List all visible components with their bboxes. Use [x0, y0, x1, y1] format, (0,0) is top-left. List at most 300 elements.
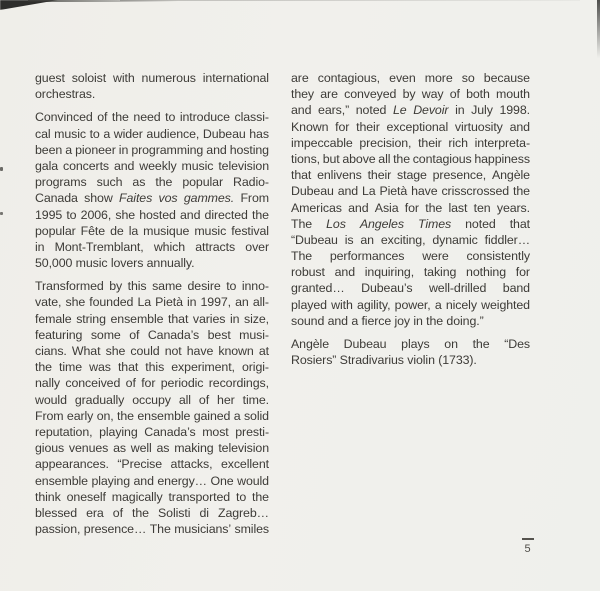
word: the — [425, 200, 443, 215]
word: could — [130, 344, 160, 358]
word: contagious — [412, 151, 472, 166]
word: crisscrossed — [441, 184, 510, 199]
word: female — [35, 311, 72, 326]
word: Canada’s — [147, 327, 200, 342]
word: plays — [401, 337, 430, 351]
word: “Precise — [117, 457, 163, 472]
word: size, — [243, 311, 269, 326]
word: the — [132, 505, 149, 520]
word: noted — [355, 103, 387, 118]
word: to — [66, 207, 77, 222]
word: in — [118, 142, 129, 157]
word: music — [54, 126, 86, 141]
word: exceptional — [386, 119, 449, 134]
paragraph — [35, 109, 269, 271]
text-line — [35, 190, 269, 206]
scan-shadow-wedge — [0, 0, 58, 10]
text-line — [291, 119, 530, 135]
word: Radio- — [233, 175, 269, 190]
word: as — [156, 441, 170, 456]
text-line — [35, 456, 269, 472]
word: musicians’ — [174, 522, 232, 537]
text-line — [35, 473, 269, 489]
word: Solisti — [158, 505, 191, 520]
word: interpreta- — [474, 135, 530, 150]
word: de — [110, 223, 124, 238]
text-line — [35, 505, 269, 521]
word: most — [202, 424, 229, 439]
word: best — [207, 327, 231, 342]
word: an — [235, 295, 249, 310]
word: programs — [35, 175, 87, 190]
word: presence, — [432, 168, 487, 183]
text-line — [291, 297, 530, 313]
word: time. — [242, 392, 269, 407]
word: with — [331, 297, 353, 312]
word: and — [509, 119, 530, 134]
word: that — [291, 168, 312, 183]
text-run: 50,000 music lovers annually. — [35, 256, 195, 271]
word: Canada’s — [144, 424, 196, 439]
word: power, — [394, 297, 431, 312]
word: occupy — [132, 392, 171, 407]
word: cians. — [35, 344, 67, 358]
word: founded — [89, 295, 134, 310]
text-line — [291, 151, 530, 167]
text-line — [35, 223, 269, 239]
word: a — [434, 297, 442, 312]
word: a — [103, 126, 111, 141]
word: popular — [182, 175, 223, 190]
word: over — [245, 239, 269, 254]
word: popular — [35, 223, 76, 238]
word: to — [89, 126, 100, 141]
word: Times — [417, 216, 452, 231]
word: all — [378, 151, 391, 166]
word: programming — [131, 142, 204, 157]
word: a — [233, 408, 241, 423]
word: and — [334, 265, 355, 280]
word: last — [448, 200, 468, 215]
word: 1995 — [35, 207, 63, 222]
word: attracts — [195, 239, 236, 254]
word: have — [411, 184, 438, 199]
word: show — [84, 191, 113, 206]
word: band — [502, 281, 530, 296]
word: and — [348, 200, 369, 215]
word: the — [35, 360, 52, 375]
word: by — [402, 87, 416, 102]
page-number: 5 — [524, 543, 531, 556]
text-line — [35, 239, 269, 255]
word: tions, — [291, 151, 321, 166]
word: she — [65, 295, 86, 310]
word: energy… — [157, 473, 207, 488]
text-line — [291, 280, 530, 296]
word: has — [249, 126, 269, 141]
word: the — [252, 489, 269, 504]
word: the — [155, 175, 173, 190]
word: directed — [204, 207, 248, 222]
left-text-column — [35, 70, 269, 544]
word: way — [421, 87, 444, 102]
word: One — [210, 473, 234, 488]
word: of — [97, 110, 108, 125]
word: such — [96, 175, 123, 190]
text-line — [35, 70, 269, 86]
word: robust — [291, 265, 325, 280]
word: both — [466, 87, 490, 102]
word: weekly — [139, 158, 177, 173]
word: in — [229, 311, 240, 326]
word: that — [168, 311, 189, 326]
word: not — [164, 344, 182, 358]
word: in — [35, 239, 45, 254]
word: gammes. — [183, 191, 235, 206]
scan-top-edge-faint-line — [120, 0, 580, 1]
word: above — [342, 151, 376, 166]
word: granted… — [291, 281, 345, 296]
word: classi- — [234, 110, 269, 125]
word: hosted — [139, 207, 176, 222]
word: is — [344, 232, 354, 247]
word: more — [424, 71, 453, 85]
text-run: orchestras. — [35, 87, 96, 102]
word: early — [66, 408, 94, 423]
word: agility, — [357, 297, 391, 312]
word: to — [235, 489, 247, 504]
word: concerts — [62, 158, 110, 173]
word: their — [418, 135, 442, 150]
text-run: sound and a fierce joy in the doing.” — [291, 313, 484, 328]
text-line — [291, 264, 530, 280]
text-line — [291, 183, 530, 199]
text-line — [291, 232, 530, 248]
word: because — [483, 71, 530, 85]
text-line — [35, 278, 269, 294]
word: Faites — [119, 191, 153, 206]
word: passion, — [35, 522, 81, 537]
text-line — [291, 135, 530, 151]
text-line — [35, 142, 269, 158]
word: same — [152, 279, 182, 294]
word: and — [206, 142, 227, 157]
text-line — [291, 352, 530, 368]
word: the — [251, 207, 269, 222]
text-line — [35, 343, 269, 359]
word: taking — [423, 265, 457, 280]
word: performances — [329, 249, 405, 264]
word: ensemble — [35, 473, 88, 488]
word: she — [115, 207, 136, 222]
word: soloist — [71, 71, 107, 85]
word: festival — [231, 223, 269, 238]
text-line — [35, 359, 269, 375]
word: desire — [187, 279, 221, 294]
word: her — [217, 392, 235, 407]
word: for — [515, 265, 530, 280]
word: was — [89, 360, 111, 375]
word: attacks, — [170, 457, 213, 472]
word: “Des — [504, 337, 530, 351]
word: hosting — [229, 142, 269, 157]
word: exciting, — [380, 232, 426, 247]
text-line — [291, 200, 530, 216]
paragraph — [291, 70, 530, 329]
text-line — [35, 440, 269, 456]
word: on, — [96, 408, 114, 423]
word: television — [218, 441, 269, 456]
word: some — [90, 327, 121, 342]
word: she — [105, 344, 126, 358]
word: musique — [143, 223, 190, 238]
word: musi- — [239, 327, 269, 342]
word: blessed — [35, 505, 78, 520]
word: at — [258, 344, 269, 358]
word: Asia — [374, 200, 399, 215]
text-line — [35, 489, 269, 505]
word: impeccable — [291, 135, 353, 150]
text-line — [35, 521, 269, 537]
word: as — [132, 175, 146, 190]
word: “Dubeau — [291, 232, 338, 247]
word: Angeles — [359, 216, 404, 231]
word: Angèle — [491, 168, 530, 183]
text-line — [35, 294, 269, 310]
word: gious — [35, 441, 65, 456]
word: pioneer — [75, 142, 116, 157]
word: July — [471, 103, 493, 118]
word: precision, — [359, 135, 412, 150]
word: venues — [68, 441, 109, 456]
text-line — [35, 174, 269, 190]
word: ears,” — [318, 103, 350, 118]
paragraph — [35, 70, 269, 102]
word: for — [141, 376, 156, 391]
word: The — [291, 216, 313, 231]
word: audience, — [146, 126, 200, 141]
word: Devoir — [413, 103, 449, 118]
word: music — [194, 223, 227, 238]
text-line — [291, 167, 530, 183]
word: ten — [473, 200, 491, 215]
word: are — [320, 87, 338, 102]
word: wider — [113, 126, 143, 141]
text-line — [291, 313, 530, 329]
word: origi- — [241, 360, 269, 375]
word: played — [291, 297, 327, 312]
word: the — [117, 408, 134, 423]
word: and — [337, 184, 359, 199]
word: rich — [448, 135, 468, 150]
word: numerous — [141, 71, 196, 85]
word: all — [178, 392, 191, 407]
word: of — [198, 392, 210, 407]
word: this — [127, 279, 147, 294]
scan-speck — [0, 212, 3, 215]
word: 1997, — [200, 295, 232, 310]
word: were — [422, 249, 449, 264]
word: Americas — [291, 200, 342, 215]
word: even — [389, 71, 416, 85]
text-line — [35, 408, 269, 424]
word: 1998. — [499, 103, 530, 118]
word: a — [65, 142, 73, 157]
word: in — [186, 295, 197, 310]
word: need — [133, 110, 161, 125]
word: string — [76, 311, 106, 326]
word: the — [393, 151, 411, 166]
word: experiment, — [171, 360, 235, 375]
word: smiles — [234, 522, 269, 537]
word: would — [237, 473, 269, 488]
scan-top-edge-line — [28, 0, 178, 2]
word: music — [181, 158, 214, 173]
word: enlivens — [317, 168, 362, 183]
word: and — [291, 103, 312, 118]
word: recordings, — [208, 376, 269, 391]
text-line — [35, 158, 269, 174]
word: time — [59, 360, 83, 375]
word: nothing — [466, 265, 506, 280]
word: Dubeau — [202, 126, 246, 141]
word: that — [117, 360, 139, 375]
word: transported — [168, 489, 231, 504]
word: happiness — [474, 151, 530, 166]
word: for — [335, 119, 350, 134]
page-number-block — [512, 538, 543, 555]
word: Zagreb… — [217, 505, 269, 520]
word: magically — [111, 489, 163, 504]
text-line — [291, 248, 530, 264]
word: vate, — [35, 295, 62, 310]
paragraph — [35, 278, 269, 537]
word: think — [35, 489, 61, 504]
word: Fête — [80, 223, 106, 238]
word: presti- — [235, 424, 269, 439]
text-line — [35, 424, 269, 440]
text-line — [35, 375, 269, 391]
word: which — [153, 239, 186, 254]
word: vos — [158, 191, 178, 206]
word: the — [472, 337, 490, 351]
word: ensemble — [137, 408, 191, 423]
word: playing — [99, 424, 138, 439]
word: by — [109, 279, 123, 294]
word: Dubeau — [291, 184, 334, 199]
word: well — [130, 441, 152, 456]
text-line — [291, 216, 530, 232]
word: di — [199, 505, 209, 520]
word: fiddler… — [484, 232, 530, 247]
text-line — [35, 86, 269, 102]
word: this — [145, 360, 165, 375]
word: Le — [392, 103, 407, 118]
word: oneself — [66, 489, 106, 504]
word: and — [113, 158, 135, 173]
scan-speck — [0, 167, 3, 171]
word: The — [149, 522, 171, 537]
right-text-column — [291, 70, 530, 375]
word: virtuosity — [454, 119, 503, 134]
word: era — [86, 505, 104, 520]
word: Convinced — [35, 110, 93, 125]
word: television — [218, 158, 269, 173]
word: guest — [35, 71, 65, 85]
text-line — [291, 86, 530, 102]
word: gradually — [74, 392, 125, 407]
text-line — [35, 392, 269, 408]
word: as — [113, 441, 126, 456]
word: playing — [91, 473, 131, 488]
word: with — [113, 71, 135, 85]
word: stage — [397, 168, 427, 183]
word: Transformed — [35, 279, 104, 294]
word: noted — [465, 216, 496, 231]
word: cal — [35, 126, 51, 141]
word: From — [35, 408, 64, 423]
word: periodic — [160, 376, 204, 391]
word: appearances. — [35, 457, 109, 472]
text-line — [35, 311, 269, 327]
word: for — [404, 200, 419, 215]
word: ensemble — [110, 311, 164, 326]
word: consistently — [466, 249, 530, 264]
text-line — [35, 207, 269, 223]
paragraph — [291, 336, 530, 368]
word: weighted — [481, 297, 530, 312]
word: varies — [192, 311, 226, 326]
text-line — [291, 336, 530, 352]
word: of — [129, 327, 140, 342]
page-number-rule — [522, 538, 534, 540]
word: Dubeau — [343, 337, 387, 351]
word: to — [165, 110, 176, 125]
word: mouth — [496, 87, 530, 102]
word: featuring — [35, 327, 83, 342]
word: La — [361, 184, 376, 199]
word: From — [240, 191, 269, 206]
word: excellent — [220, 457, 269, 472]
word: of — [125, 376, 136, 391]
word: on — [444, 337, 458, 351]
word: they — [291, 87, 315, 102]
word: an — [360, 232, 374, 247]
word: nally — [35, 376, 60, 391]
word: conveyed — [344, 87, 397, 102]
word: so — [461, 71, 475, 85]
word: La — [137, 295, 152, 310]
word: the — [513, 184, 530, 199]
text-line — [291, 102, 530, 118]
word: la — [128, 223, 139, 238]
word: and — [179, 207, 201, 222]
text-run: Rosiers” Stradivarius violin (1733). — [291, 353, 477, 368]
word: well-drilled — [428, 281, 487, 296]
word: 2006, — [80, 207, 112, 222]
word: the — [111, 110, 129, 125]
word: The — [291, 249, 313, 264]
word: Mont-Tremblant, — [54, 239, 144, 254]
word: their — [356, 119, 380, 134]
word: Known — [291, 119, 329, 134]
text-line — [35, 255, 269, 271]
text-line — [35, 109, 269, 125]
text-line — [291, 70, 530, 86]
text-line — [35, 126, 269, 142]
word: Dubeau’s — [361, 281, 413, 296]
word: contagious, — [317, 71, 381, 85]
